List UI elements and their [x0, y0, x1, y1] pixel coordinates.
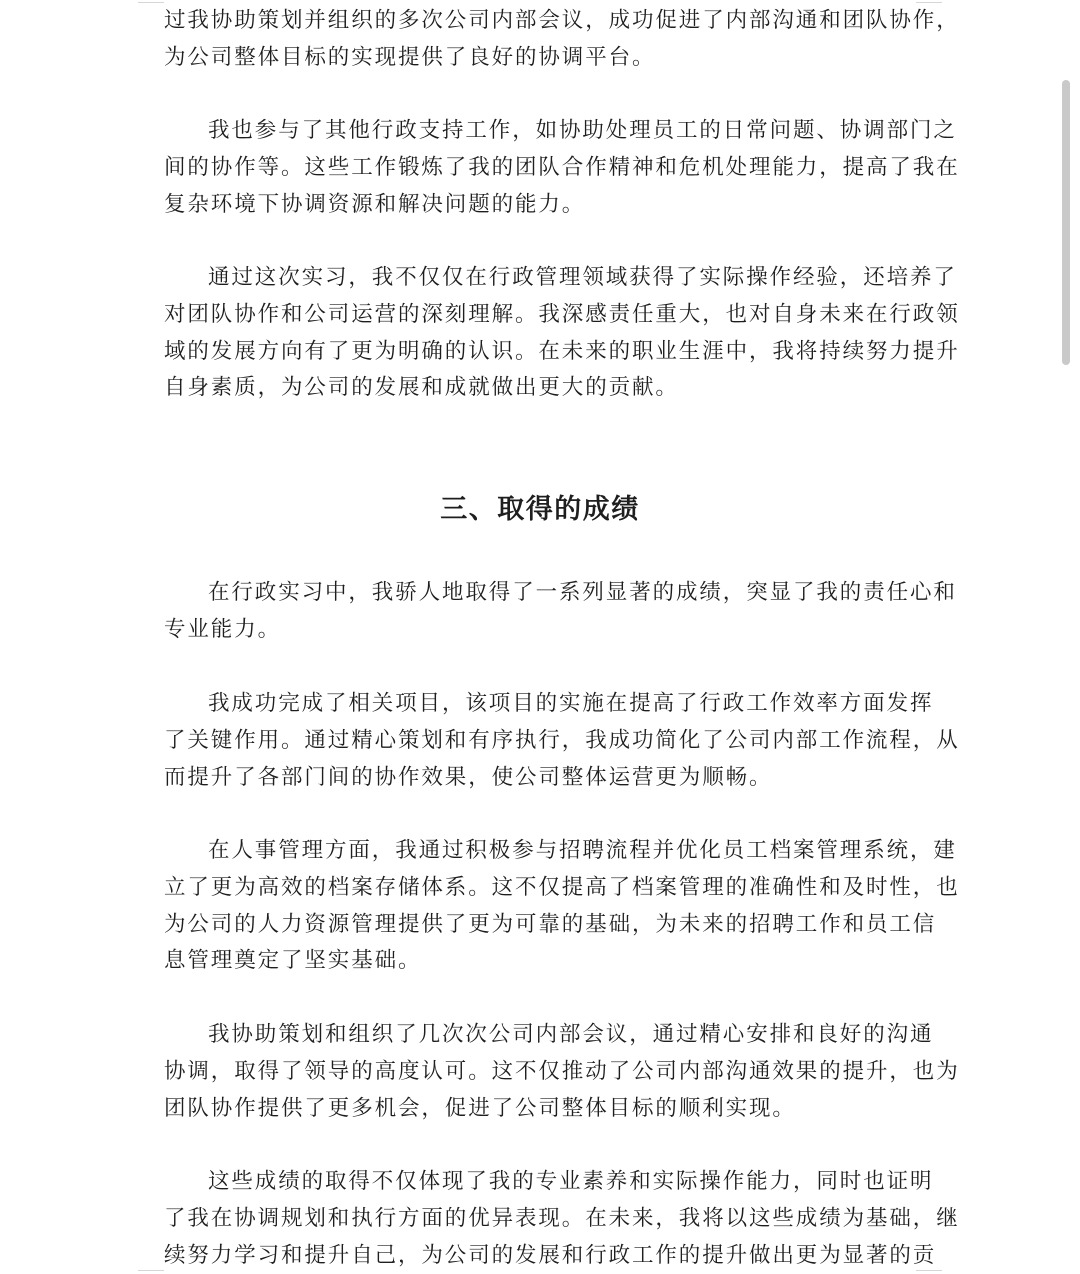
- paragraph-line: 团队协作提供了更多机会，促进了公司整体目标的顺利实现。: [164, 1095, 796, 1121]
- paragraph-line: 了我在协调规划和执行方面的优异表现。在未来，我将以这些成绩为基础，继: [164, 1205, 960, 1231]
- paragraph-closing: [164, 1164, 960, 1274]
- vertical-scrollbar[interactable]: [1062, 80, 1070, 365]
- paragraph-line: 我也参与了其他行政支持工作，如协助处理员工的日常问题、协调部门之: [208, 118, 957, 143]
- paragraph-line: 为公司的人力资源管理提供了更为可靠的基础，为未来的招聘工作和员工信: [164, 911, 937, 937]
- paragraph-line: 间的协作等。这些工作锻炼了我的团队合作精神和危机处理能力，提高了我在: [164, 154, 960, 180]
- crop-mark-top-right: [916, 2, 942, 3]
- paragraph-line: 专业能力。: [164, 616, 282, 642]
- paragraph-line: 对团队协作和公司运营的深刻理解。我深感责任重大，也对自身未来在行政领: [164, 301, 960, 327]
- paragraph-line: 通过这次实习，我不仅仅在行政管理领域获得了实际操作经验，还培养了: [208, 265, 957, 290]
- paragraph-line: 域的发展方向有了更为明确的认识。在未来的职业生涯中，我将持续努力提升: [164, 338, 960, 364]
- paragraph-line: 复杂环境下协调资源和解决问题的能力。: [164, 191, 586, 217]
- paragraph-hr: [164, 833, 960, 980]
- paragraph-achievements-intro: [164, 575, 957, 649]
- paragraph-line: 这些成绩的取得不仅体现了我的专业素养和实际操作能力，同时也证明: [208, 1169, 934, 1194]
- paragraph-line: 立了更为高效的档案存储体系。这不仅提高了档案管理的准确性和及时性，也: [164, 874, 960, 900]
- paragraph-line: 续努力学习和提升自己，为公司的发展和行政工作的提升做出更为显著的贡: [164, 1242, 937, 1268]
- paragraph-admin-support: [164, 113, 960, 223]
- paragraph-line: 息管理奠定了坚实基础。: [164, 948, 422, 974]
- paragraph-line: 我协助策划和组织了几次次公司内部会议，通过精心安排和良好的沟通: [208, 1022, 934, 1047]
- section-heading: 三、取得的成绩: [440, 494, 640, 525]
- paragraph-line: 为公司整体目标的实现提供了良好的协调平台。: [164, 44, 656, 70]
- crop-mark-top-left: [138, 2, 164, 3]
- paragraph-line: 我成功完成了相关项目，该项目的实施在提高了行政工作效率方面发挥: [208, 691, 934, 716]
- paragraph-meetings: [164, 1017, 960, 1127]
- paragraph-line: 了关键作用。通过精心策划和有序执行，我成功简化了公司内部工作流程，从: [164, 727, 960, 753]
- paragraph-line: 在行政实习中，我骄人地取得了一系列显著的成绩，突显了我的责任心和: [208, 580, 957, 605]
- paragraph-line: 而提升了各部门间的协作效果，使公司整体运营更为顺畅。: [164, 764, 773, 790]
- paragraph-summary: [164, 260, 960, 407]
- paragraph-line: 在人事管理方面，我通过积极参与招聘流程并优化员工档案管理系统，建: [208, 838, 957, 863]
- crop-mark-bottom-left: [138, 1270, 164, 1271]
- paragraph-project: [164, 686, 960, 796]
- paragraph-line: 过我协助策划并组织的多次公司内部会议，成功促进了内部沟通和团队协作，: [164, 8, 960, 33]
- paragraph-intro: [164, 3, 960, 77]
- paragraph-line: 自身素质，为公司的发展和成就做出更大的贡献。: [164, 375, 679, 401]
- paragraph-line: 协调，取得了领导的高度认可。这不仅推动了公司内部沟通效果的提升，也为: [164, 1058, 960, 1084]
- crop-mark-bottom-right: [916, 1270, 942, 1271]
